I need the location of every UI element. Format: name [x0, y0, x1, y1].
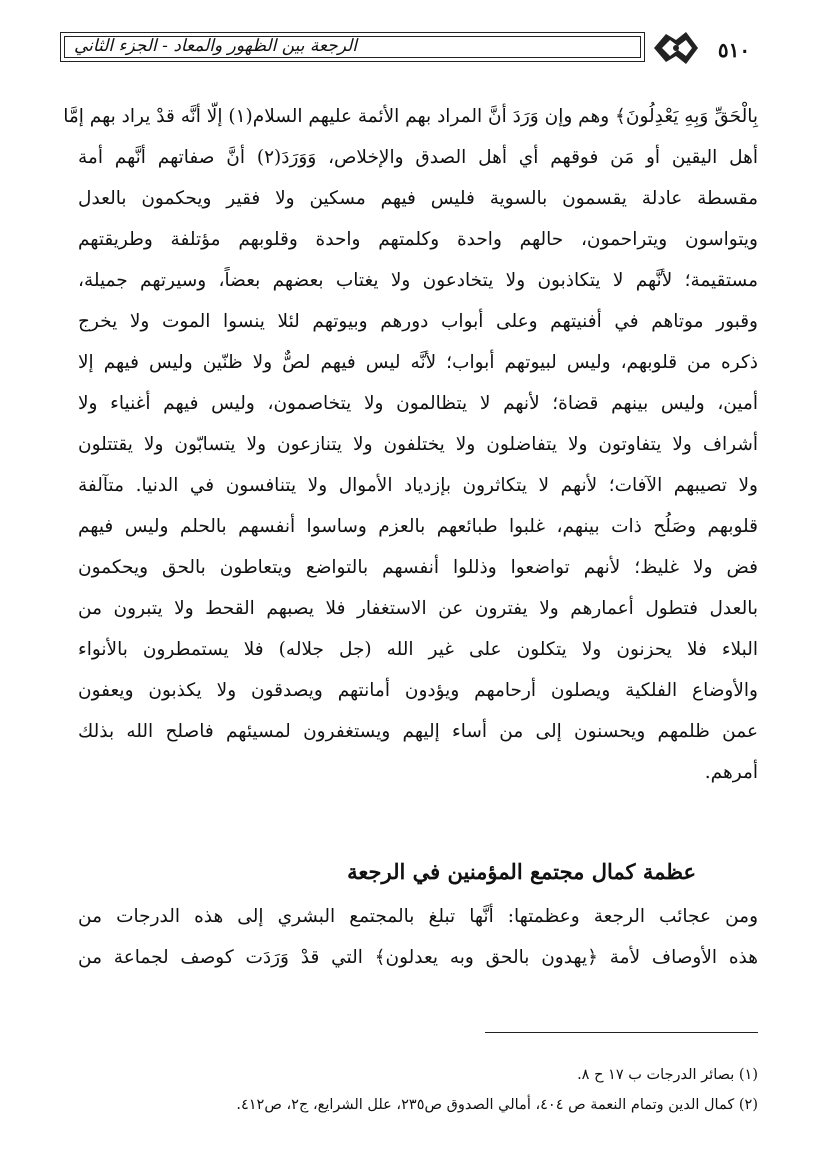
text-line: ويتواسون ويتراحمون، حالهم واحدة وكلمتهم واحدة وقلوبهم مؤتلفة وطريقتهم — [78, 229, 758, 250]
text-line: البلاء فلا يحزنون ولا يتكلون على غير الله (جل جلاله) فلا يستمطرون بالأنواء — [78, 639, 758, 660]
text-line: أمرهم. — [704, 762, 758, 783]
text-line: عمن ظلمهم ويحسنون إلى من أساء إليهم ويستغفرون لمسيئهم فاصلح الله بذلك — [78, 721, 758, 742]
text-line: قلوبهم وصَلُح ذات بينهم، غلبوا طبائعهم بالعزم وساسوا أنفسهم بالحلم وليس فيهم — [78, 516, 758, 537]
header-ornament-icon — [652, 28, 700, 68]
text-line: بالعدل فتطول أعمارهم ولا يفترون عن الاستغفار فلا يصبهم القحط ولا يتبرون من — [78, 598, 758, 619]
section-heading: عظمة كمال مجتمع المؤمنين في الرجعة — [347, 859, 696, 884]
text-line: هذه الأوصاف لأمة ﴿يهدون بالحق وبه يعدلون﴾ التي قدْ وَرَدَت كوصف لجماعة من — [78, 947, 758, 968]
text-line: أشراف ولا يتفاوتون ولا يتفاضلون ولا يختلفون ولا يتنازعون ولا يتسابّون ولا يقتتلون — [78, 434, 758, 455]
text-line: بِالْحَقِّ وَبِهِ يَعْدِلُونَ﴾ وهم وإن وَرَدَ أنَّ المراد بهم الأئمة عليهم السلام(١) إلّا أنَّه قدْ يراد بهم إمَّا — [63, 106, 758, 127]
page-number: ٥١٠ — [717, 38, 751, 62]
text-line: والأوضاع الفلكية ويصلون أرحامهم ويؤدون أمانتهم ويصدقون ولا يكذبون ويعفون — [78, 680, 758, 701]
text-line: ذكره من قلوبهم، وليس لبيوتهم أبواب؛ لأنَّه ليس فيهم لصٌّ ولا ظنّين وليس فيهم إلا — [78, 352, 758, 373]
section-text — [78, 896, 758, 978]
text-line: ومن عجائب الرجعة وعظمتها: أنَّها تبلغ بالمجتمع البشري إلى هذه الدرجات من — [78, 906, 758, 927]
text-line: مستقيمة؛ لأنَّهم لا يتكاذبون ولا يتخادعون ولا يغتاب بعضهم بعضاً، وسيرتهم جميلة، — [78, 270, 758, 291]
text-line: أهل اليقين أو مَن فوقهم أي أهل الصدق والإخلاص، وَوَرَدَ(٢) أنَّ صفاتهم أنَّهم أمة — [78, 147, 759, 168]
footnote-divider — [485, 1032, 758, 1033]
footnotes — [78, 1060, 758, 1120]
text-line: ولا تصيبهم الآفات؛ لأنهم لا يتكاثرون بإزدياد الأموال ولا يتنافسون في الدنيا. متآلفة — [78, 475, 758, 496]
running-title: الرجعة بين الظهور والمعاد - الجزء الثاني — [74, 36, 358, 56]
text-line: فض ولا غليظ؛ لأنهم تواضعوا وذللوا أنفسهم بالتواضع ويتعاطون بالحق ويحكمون — [78, 557, 758, 578]
page-header — [60, 28, 760, 70]
body-text — [63, 96, 759, 793]
footnote: (٢) كمال الدين وتمام النعمة ص ٤٠٤، أمالي الصدوق ص٢٣٥، علل الشرايع، ج٢، ص٤١٢. — [236, 1097, 758, 1113]
text-line: أمين، وليس بينهم قضاة؛ لأنهم لا يتظالمون ولا يتخاصمون، وليس فيهم أغنياء ولا — [78, 393, 758, 414]
footnote: (١) بصائر الدرجات ب ١٧ ح ٨. — [577, 1067, 758, 1083]
text-line: وقبور موتاهم في أفنيتهم وعلى أبواب دورهم وبيوتهم لئلا ينسوا الموت ولا يخرج — [78, 311, 758, 332]
text-line: مقسطة عادلة يقسمون بالسوية فليس فيهم مسكين ولا فقير ويحكمون بالعدل — [78, 188, 758, 209]
